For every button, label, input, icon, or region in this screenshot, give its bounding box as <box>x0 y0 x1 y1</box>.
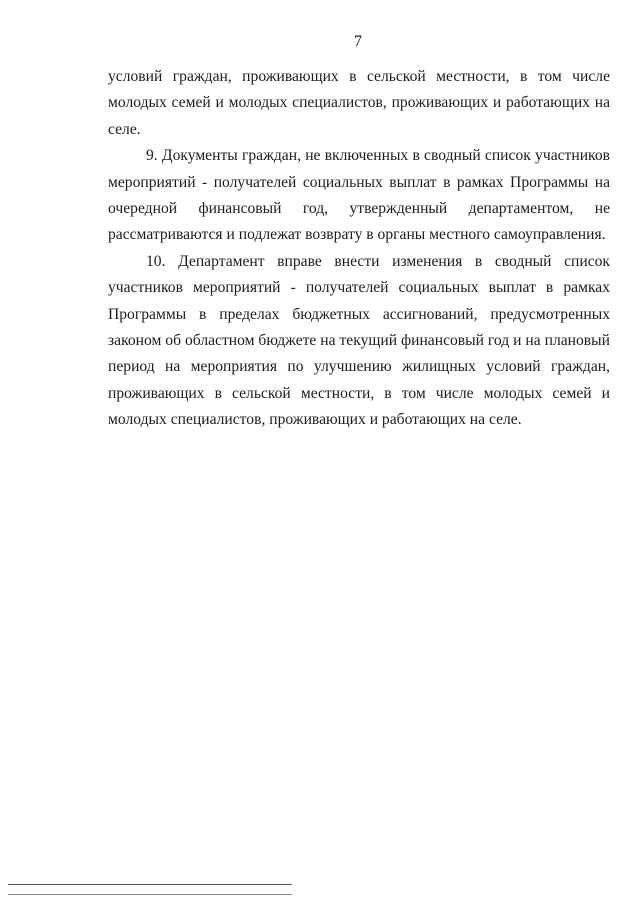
footer-divider <box>8 884 292 885</box>
footer-divider-lower <box>8 894 292 895</box>
paragraph-item-10: 10. Департамент вправе внести изменения в сводный список участников мероприятий - получателей социальных выплат в рамках Программы в пределах бюджетных ассигнований, предусмотренных законом об областном бюджете на текущий финансовый год и на плановый период на мероприятия по улучшению жилищных условий граждан, проживающих в сельской местности, в том числе молодых семей и молодых специалистов, проживающих и работающих на селе. <box>108 252 610 429</box>
document-body <box>108 64 610 434</box>
paragraph-item-9: 9. Документы граждан, не включенных в сводный список участников мероприятий - получателей социальных выплат в рамках Программы на очередной финансовый год, утвержденный департаментом, не рассматриваются и подлежат возврату в органы местного самоуправления. <box>108 147 610 244</box>
page-number: 7 <box>354 33 362 50</box>
paragraph-continuation: условий граждан, проживающих в сельской местности, в том числе молодых семей и молодых специалистов, проживающих и работающих на селе. <box>108 68 610 138</box>
